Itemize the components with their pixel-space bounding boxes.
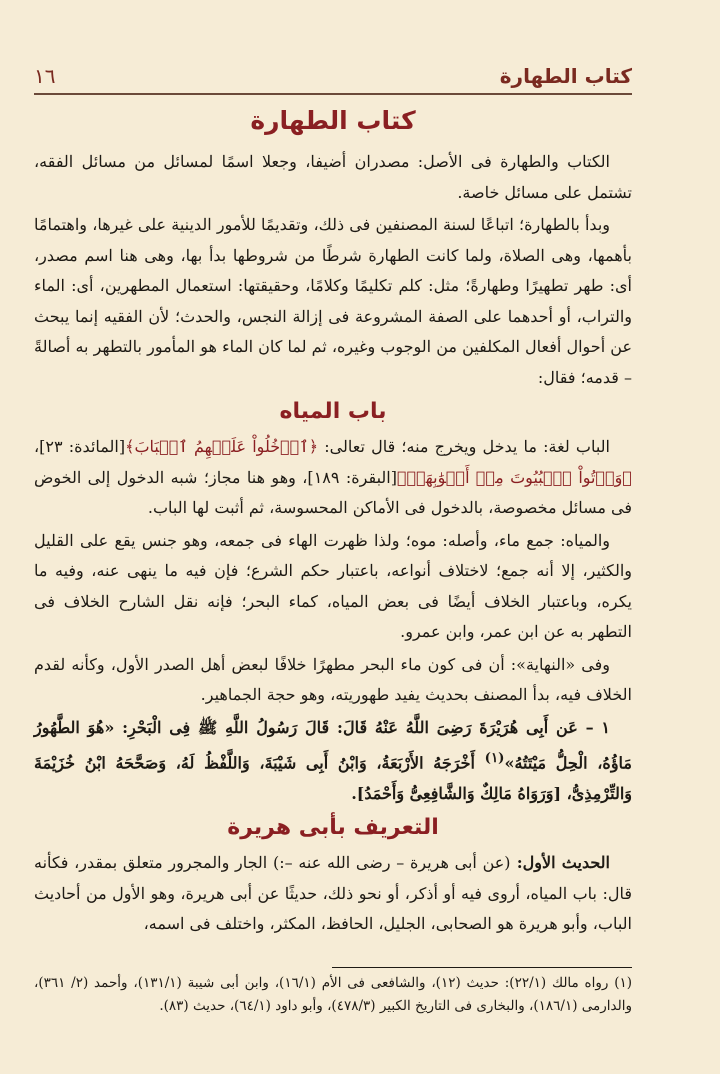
footnote-ref: (١): [484, 750, 505, 766]
intro-paragraph-2: وبدأ بالطهارة؛ اتباعًا لسنة المصنفين فى ذلك، وتقديمًا للأمور الدينية على غيرها، واهتمامًا بأهمها، وهى الصلاة، ولما كانت الطهارة شرطًا من شروطها بدأ بها، وهى هنا اسم مصدر، أى: طهر تطهيرًا وطهارةً؛ مثل: كلم تكليمًا وكلامًا، وحقيقتها: استعمال المطهرين، أى: الماء والتراب، أو أحدهما على الصفة المشروعة فى إزالة النجس، والحدث؛ لأن الفقيه إنما يبحث عن أحوال أفعال المكلفين من الوجوب وغيره، ثم لما كان الماء هو المأمور بالتطهر به أصالةً – قدمه؛ فقال:: [34, 215, 633, 387]
abu-huraira-paragraph: [34, 848, 632, 940]
water-paragraph-3: وفى «النهاية»: أن فى كون ماء البحر مطهرًا خلافًا لبعض أهل الصدر الأول، وكأنه لقدم الخلاف فيه، بدأ المصنف بحديث يفيد طهوريته، وهو حجة الجماهير.: [34, 654, 632, 704]
hadith-paragraph: [34, 713, 632, 810]
quran-verse-1: ﴿ٱدۡخُلُواْ عَلَيۡهِمُ ٱلۡبَابَ﴾: [125, 437, 319, 456]
page-header: [34, 62, 632, 92]
hadith-source: أَخْرَجَهُ الأَرْبَعَةُ، وَابْنُ أَبِى شَيْبَةَ، وَاللَّفْظُ لَهُ، وَصَحَّحَهُ ابْنُ خُزَيْمَةَ وَالتِّرْمِذِىُّ، [وَرَوَاهُ مَالِكٌ وَالشَّافِعِىُّ وَأَحْمَدُ].: [34, 753, 632, 803]
section-heading-abu-huraira: التعريف بأبى هريرة: [227, 815, 439, 841]
page-body: [34, 100, 632, 942]
water-paragraph-2: والمياه: جمع ماء، وأصله: موه؛ ولذا ظهرت الهاء فى جمعه، وهو جنس يقع على القليل والكثير، إلا أنه جمع؛ لاختلاف أنواعه، باعتبار حكم الشرع؛ فإن فيه ما ينهى عنه، وفيه ما يكره، وباعتبار الخلاف أيضًا فى بعض المياه، كماء البحر؛ فإنه نقل الشارح الخلاف فى التطهر به عن ابن عمر، وابن عمرو.: [34, 530, 632, 641]
running-title: كتاب الطهارة: [499, 64, 632, 88]
water-p1-text-a: الباب لغة: ما يدخل ويخرج منه؛ قال تعالى:: [318, 437, 610, 456]
intro-paragraph-1: الكتاب والطهارة فى الأصل: مصدران أضيفا، وجعلا اسمًا لمسائل من مسائل الفقه، تشتمل على مسائل خاصة.: [34, 152, 632, 202]
hadith-term: الحديث الأول:: [510, 853, 611, 873]
quran-verse-2: ﴿وَأۡتُواْ ٱلۡبُيُوتَ مِنۡ أَبۡوَٰبِهَاۚ﴾: [396, 467, 633, 487]
hadith-text: ١ – عَن أَبِى هُرَيْرَةَ رَضِىَ اللَّهُ عَنْهُ قَالَ: قَالَ رَسُولُ اللَّهِ ﷺ فِى الْبَحْرِ: «هُوَ الطَّهُورُ مَاؤُهُ، الْحِلُّ مَيْتَتُهُ»: [34, 717, 632, 773]
section-heading-water: باب المياه: [279, 399, 387, 424]
header-rule: [34, 93, 632, 95]
footnote: (١) رواه مالك (٢٢/١): حديث (١٢)، والشافعى فى الأم (١٦/١)، وابن أبى شيبة (١٣١/١)، وأحمد (٢/ ٣٦١)، والدارمى (١٨٦/١)، والبخارى فى التاريخ الكبير (٤٧٨/٣)، وأبو داود (٦٤/١)، حديث (٨٣).: [34, 975, 633, 1014]
water-p1-text-c: [البقرة: ١٨٩]، وهو هنا مجاز؛ شبه الدخول إلى الخوض فى مسائل مخصوصة، بالدخول فى الأماكن المحسوسة، ثم أثبت لها الباب.: [34, 467, 632, 517]
footnote-rule: [332, 967, 632, 968]
page-number: ١٦: [34, 64, 56, 88]
water-paragraph-1: [34, 432, 632, 524]
abu-huraira-text: (عن أبى هريرة – رضى الله عنه –:) الجار والمجرور متعلق بمقدر، فكأنه قال: باب المياه، أروى فيه أو أذكر، أو نحو ذلك، حديثًا عن أبى هريرة، وهو الأول من أحاديث الباب، وأبو هريرة هو الصحابى، الجليل، الحافظ، المكثر، واختلف فى اسمه،: [34, 853, 632, 934]
chapter-title: كتاب الطهارة: [250, 106, 416, 135]
water-p1-text-b: [المائدة: ٢٣]،: [34, 437, 126, 456]
